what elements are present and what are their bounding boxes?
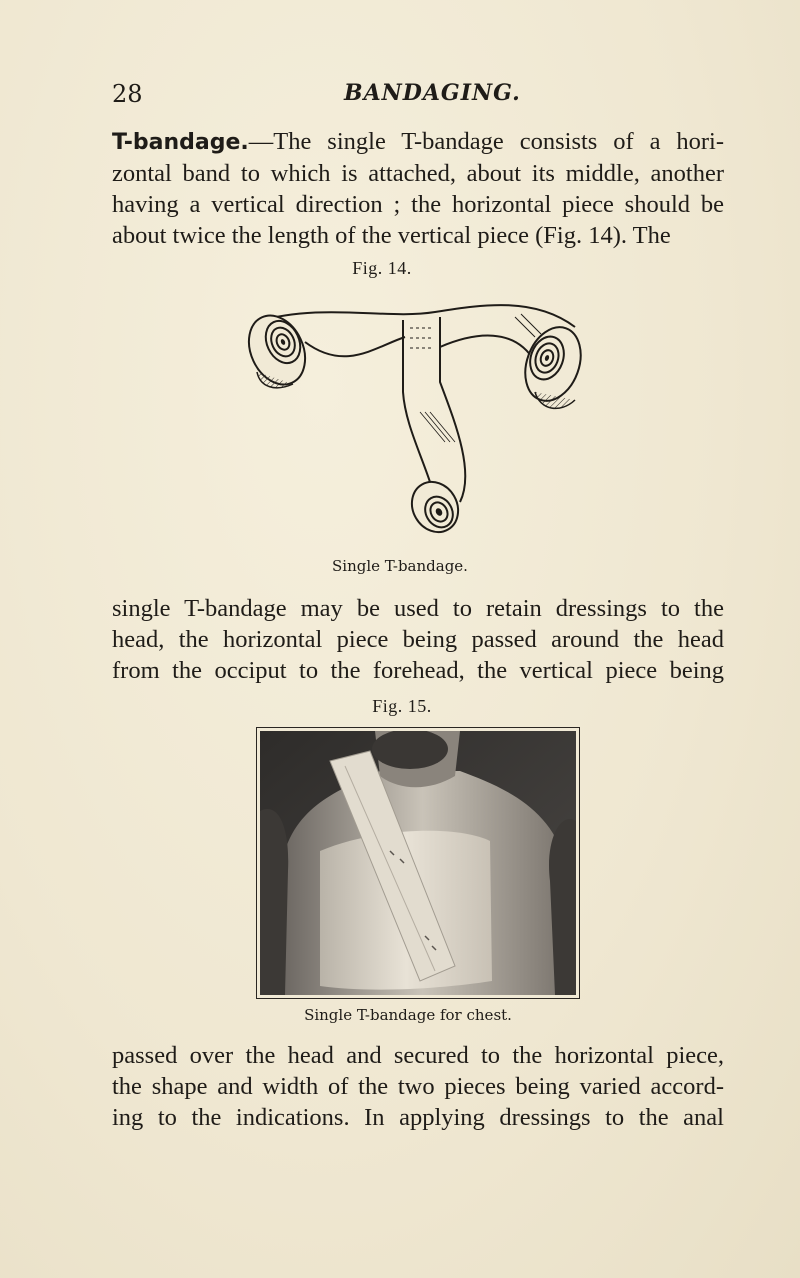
chest-bandage-photo-frame [256, 727, 580, 999]
figure-15-caption: Single T-bandage for chest. [304, 1006, 512, 1024]
text-line: having a vertical direction ; the horizontal piece should be [112, 191, 724, 218]
chest-bandage-photo [260, 731, 576, 995]
t-bandage-illustration [235, 292, 595, 542]
paragraph-continuation [112, 1040, 724, 1133]
text-line: passed over the head and secured to the horizontal piece, [112, 1042, 724, 1069]
figure-14-label: Fig. 14. [352, 258, 412, 278]
paragraph-head-use [112, 593, 724, 686]
text-line: zontal band to which is attached, about its middle, another [112, 160, 724, 187]
text-line: ing to the indications. In applying dressings to the anal [112, 1104, 724, 1131]
figure-15-label: Fig. 15. [372, 696, 432, 716]
page-header [112, 80, 712, 110]
section-lead: T-bandage. [112, 130, 249, 155]
figure-14-caption: Single T-bandage. [332, 557, 468, 575]
page-number: 28 [112, 80, 143, 108]
text-line: single T-bandage may be used to retain dressings to the [112, 595, 724, 622]
running-title: BANDAGING. [344, 80, 521, 106]
text-line: from the occiput to the forehead, the vertical piece being [112, 657, 724, 684]
paragraph-t-bandage [112, 126, 724, 251]
text-line: the shape and width of the two pieces being varied accord- [112, 1073, 724, 1100]
chest-bandage-image [260, 731, 576, 995]
text-line [112, 126, 724, 158]
text-line-content: —The single T-bandage consists of a hori- [248, 128, 724, 155]
text-line: head, the horizontal piece being passed around the head [112, 626, 724, 653]
text-line: about twice the length of the vertical piece (Fig. 14). The [112, 222, 671, 249]
